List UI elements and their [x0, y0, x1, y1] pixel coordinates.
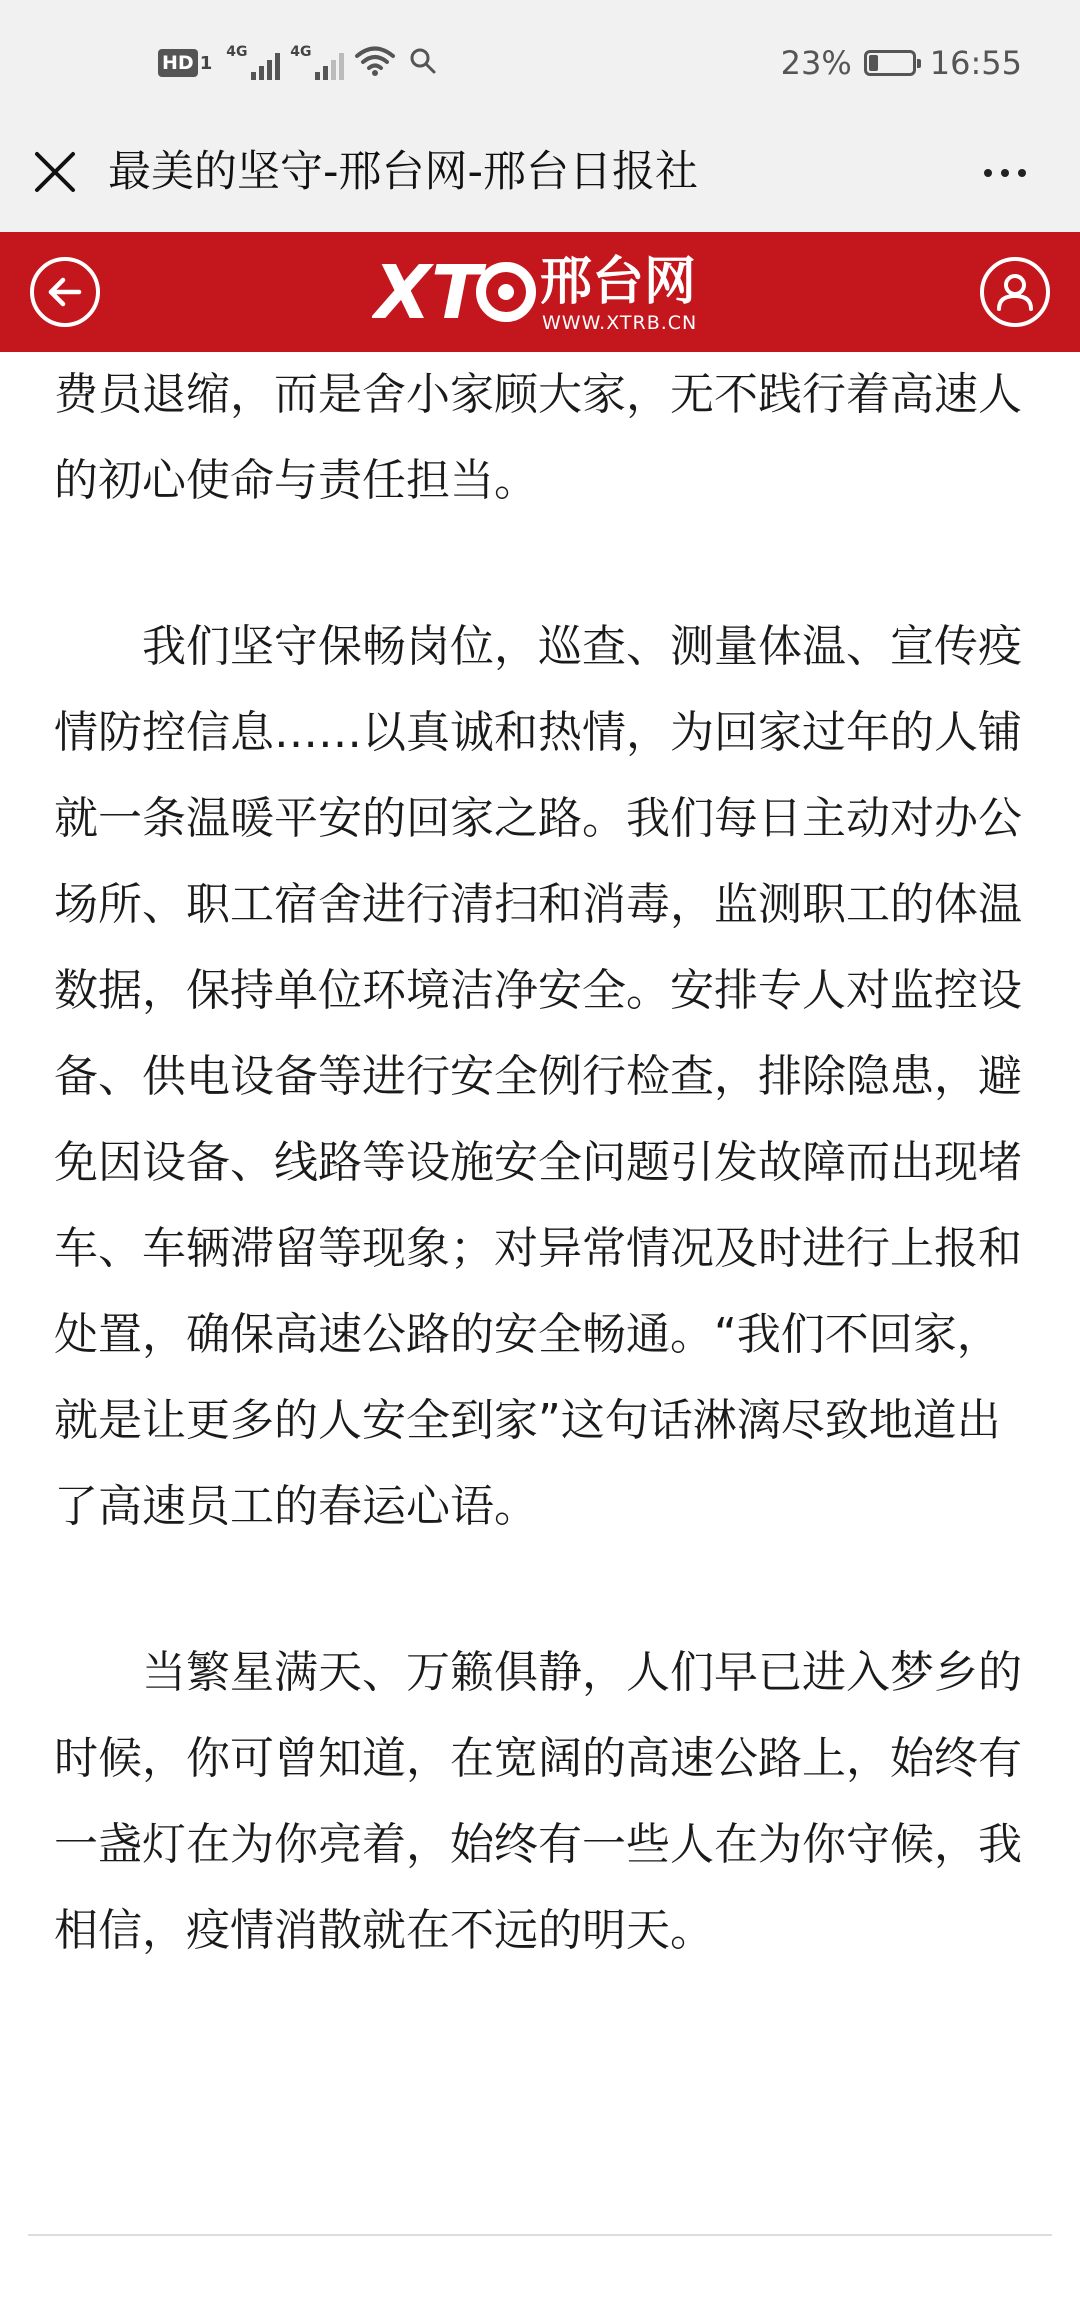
- signal-2-icon: [290, 44, 344, 82]
- network-type-2: 4G: [290, 44, 312, 60]
- signal-1-icon: [226, 44, 280, 82]
- user-icon: [984, 261, 1046, 323]
- arrow-left-icon: [34, 261, 96, 323]
- clock: 16:55: [929, 44, 1022, 82]
- status-icons-right: [781, 38, 1022, 88]
- status-bar: [0, 0, 1080, 125]
- close-icon[interactable]: [32, 149, 78, 195]
- hd-sim-indicator: 1: [199, 52, 213, 74]
- article-paragraph: 费员退缩，而是舍小家顾大家，无不践行着高速人的初心使命与责任担当。: [54, 369, 1022, 506]
- battery-icon: [864, 50, 916, 76]
- battery-fill: [869, 55, 879, 71]
- more-options-icon[interactable]: [984, 169, 1026, 177]
- site-header: [0, 232, 1080, 352]
- logo-name: 邢台网: [540, 252, 697, 312]
- logo-mark-icon: [372, 250, 537, 336]
- svg-text:XT: XT: [374, 250, 482, 336]
- back-button[interactable]: [30, 257, 100, 327]
- article-paragraph: 当繁星满天、万籁俱静，人们早已进入梦乡的时候，你可曾知道，在宽阔的高速公路上，始终有一盏灯在为你亮着，始终有一些人在为你守候，我相信，疫情消散就在不远的明天。: [54, 1647, 1022, 1956]
- status-icons-left: [158, 40, 450, 86]
- battery-percent: 23%: [780, 44, 852, 82]
- user-profile-button[interactable]: [980, 257, 1050, 327]
- title-bar: [0, 125, 1080, 232]
- article-body: [54, 352, 1024, 1974]
- article-paragraph: 我们坚守保畅岗位，巡查、测量体温、宣传疫情防控信息……以真诚和热情，为回家过年的人铺就一条温暖平安的回家之路。我们每日主动对办公场所、职工宿舍进行清扫和消毒，监测职工的体温数据，保持单位环境洁净安全。安排专人对监控设备、供电设备等进行安全例行检查，排除隐患，避免因设备、线路等设施安全问题引发故障而出现堵车、车辆滞留等现象；对异常情况及时进行上报和处置，确保高速公路的安全畅通。“我们不回家，就是让更多的人安全到家”这句话淋漓尽致地道出了高速员工的春运心语。: [54, 621, 1022, 1532]
- search-icon: [408, 46, 438, 80]
- divider: [28, 2234, 1052, 2236]
- hd-icon: HD: [158, 49, 198, 77]
- wifi-icon: [354, 45, 396, 81]
- site-logo[interactable]: [372, 250, 712, 336]
- network-type-1: 4G: [226, 44, 248, 60]
- page-title: 最美的坚守-邢台网-邢台日报社: [108, 147, 699, 197]
- logo-url: WWW.XTRB.CN: [542, 312, 698, 334]
